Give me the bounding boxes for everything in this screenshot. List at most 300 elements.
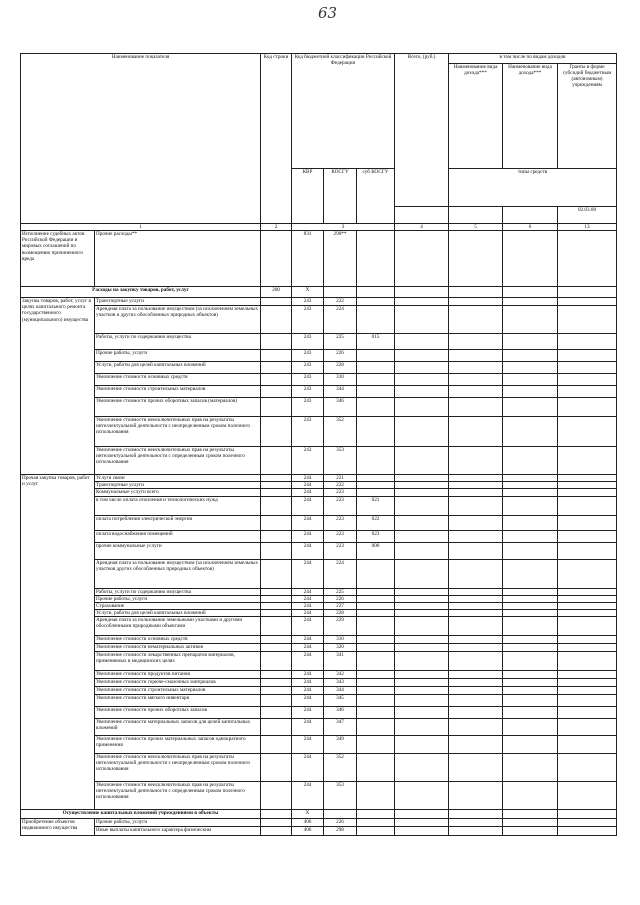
row-kosgu: 223 [324, 515, 357, 530]
row-value [503, 350, 558, 362]
row-value [558, 559, 617, 588]
table-row [21, 542, 617, 559]
row-value [449, 398, 503, 417]
row-code [261, 482, 292, 489]
section-row [21, 287, 617, 298]
row-kosgu: 226 [324, 819, 357, 827]
row-kvr: 243 [292, 362, 324, 374]
header-grants: Гранты в форме субсидий бюджетным (автономным) учреждениям [558, 64, 617, 169]
table-row [21, 736, 617, 754]
table-row [21, 482, 617, 489]
row-value [449, 652, 503, 671]
row-value [558, 679, 617, 687]
row-value [503, 827, 558, 836]
row-value [449, 374, 503, 386]
section-row [21, 810, 617, 819]
row-value [558, 636, 617, 644]
row-code [261, 754, 292, 782]
row-value [558, 306, 617, 334]
row-kvr: 244 [292, 559, 324, 588]
header-funds-code: 02.03.00 [558, 207, 617, 224]
header-including: в том числе по видам доходов [449, 54, 617, 64]
row-code [261, 447, 292, 475]
row-code [261, 617, 292, 636]
row-kosgu: 224 [324, 306, 357, 334]
group-label: Исполнение судебных актов Российской Федерации и мировых соглашений по возмещению причиненного вреда [21, 231, 95, 287]
row-value [558, 496, 617, 515]
row-value [503, 609, 558, 616]
row-value [395, 782, 449, 810]
row-name: Увеличение стоимости неисключительных прав на результаты интеллектуальной деятельности с определенным сроком полезного использования [95, 447, 261, 475]
row-value [449, 636, 503, 644]
row-value [503, 542, 558, 559]
row-kosgu: 320 [324, 644, 357, 652]
row-code [261, 306, 292, 334]
row-sub-kosgu [357, 475, 395, 482]
row-value [558, 588, 617, 595]
row-kosgu: 346 [324, 398, 357, 417]
row-sub-kosgu [357, 559, 395, 588]
row-value [503, 644, 558, 652]
row-sub-kosgu [357, 679, 395, 687]
table-row [21, 588, 617, 595]
row-name: Прочие работы, услуги [95, 819, 261, 827]
row-kosgu: 226 [324, 595, 357, 602]
row-value [558, 374, 617, 386]
row-value [395, 417, 449, 447]
row-name: Услуги, работы для целей капитальных вложений [95, 362, 261, 374]
row-value [503, 819, 558, 827]
row-code [261, 334, 292, 350]
row-name: Арендная плата за пользование земельными участками и другими обособленными природными объектами [95, 617, 261, 636]
row-kvr: 243 [292, 334, 324, 350]
row-value [395, 687, 449, 695]
row-value [503, 386, 558, 398]
header-income-type-1: Наименование вида дохода*** [449, 64, 503, 169]
row-value [395, 374, 449, 386]
row-value [395, 398, 449, 417]
row-kosgu: 228 [324, 609, 357, 616]
row-value [503, 636, 558, 644]
row-value [503, 810, 558, 819]
row-value [558, 515, 617, 530]
row-value [395, 736, 449, 754]
row-code [261, 588, 292, 595]
row-kosgu: 223 [324, 530, 357, 542]
row-value [395, 602, 449, 609]
row-value [449, 695, 503, 707]
row-kosgu: 353 [324, 447, 357, 475]
row-value [503, 475, 558, 482]
row-kosgu: 290** [324, 231, 357, 287]
row-code [261, 386, 292, 398]
row-name: Услуги, работы для целей капитальных вложений [95, 609, 261, 616]
table-row [21, 819, 617, 827]
row-kvr: 244 [292, 496, 324, 515]
row-value [503, 496, 558, 515]
row-value [449, 559, 503, 588]
row-value [503, 298, 558, 306]
table-row [21, 386, 617, 398]
row-value [449, 671, 503, 679]
row-name: Работы, услуги по содержанию имущества [95, 334, 261, 350]
row-kvr: 244 [292, 695, 324, 707]
row-kvr: 243 [292, 350, 324, 362]
row-sub-kosgu [357, 671, 395, 679]
row-kvr: 244 [292, 782, 324, 810]
row-value [558, 398, 617, 417]
row-code [261, 398, 292, 417]
row-sub-kosgu [357, 417, 395, 447]
row-name: Транспортные услуги [95, 298, 261, 306]
row-value [503, 334, 558, 350]
row-value [503, 559, 558, 588]
row-kvr: 244 [292, 602, 324, 609]
table-row [21, 489, 617, 496]
row-sub-kosgu: 022 [357, 515, 395, 530]
table-row [21, 362, 617, 374]
row-kvr: 406 [292, 819, 324, 827]
table-row [21, 679, 617, 687]
row-value [395, 754, 449, 782]
row-sub-kosgu: 000 [357, 542, 395, 559]
row-name: Работы, услуги по содержанию имущества [95, 588, 261, 595]
row-kvr: 244 [292, 679, 324, 687]
header-sub-kosgu: суб КОСГУ [357, 169, 395, 224]
row-value [503, 482, 558, 489]
row-kvr: 244 [292, 482, 324, 489]
row-value [558, 475, 617, 482]
col-num: 5 [449, 224, 503, 231]
row-kosgu: 342 [324, 671, 357, 679]
row-sub-kosgu [357, 447, 395, 475]
row-kvr: 244 [292, 636, 324, 644]
row-value [503, 595, 558, 602]
table-row [21, 695, 617, 707]
table-row [21, 475, 617, 482]
col-num: 3 [292, 224, 395, 231]
row-sub-kosgu [357, 819, 395, 827]
table-row [21, 617, 617, 636]
row-value [558, 782, 617, 810]
row-kvr: 243 [292, 374, 324, 386]
row-value [503, 671, 558, 679]
table-row [21, 671, 617, 679]
row-value [449, 447, 503, 475]
row-value [395, 827, 449, 836]
row-value [449, 530, 503, 542]
row-value [357, 810, 395, 819]
row-code [261, 652, 292, 671]
row-value [449, 754, 503, 782]
table-row [21, 350, 617, 362]
row-name: Страхование [95, 602, 261, 609]
row-value [449, 542, 503, 559]
row-value [395, 636, 449, 644]
row-value [395, 559, 449, 588]
row-value [449, 736, 503, 754]
row-value [449, 687, 503, 695]
row-value [558, 542, 617, 559]
row-kosgu: 344 [324, 687, 357, 695]
row-kosgu: 227 [324, 602, 357, 609]
row-sub-kosgu [357, 595, 395, 602]
row-value [558, 754, 617, 782]
table-row [21, 447, 617, 475]
row-sub-kosgu [357, 695, 395, 707]
section-label: Осуществление капитальных вложений учреждениями в объекты [21, 810, 261, 819]
row-code [261, 719, 292, 736]
row-sub-kosgu [357, 362, 395, 374]
row-name: оплата водоснабжения помещений [95, 530, 261, 542]
row-value [558, 687, 617, 695]
row-code [261, 602, 292, 609]
row-kosgu: 352 [324, 754, 357, 782]
row-value [503, 489, 558, 496]
row-value [449, 782, 503, 810]
row-value [395, 447, 449, 475]
row-value [558, 671, 617, 679]
section-code: 200 [261, 287, 292, 298]
row-sub-kosgu [357, 602, 395, 609]
row-value [558, 602, 617, 609]
table-row [21, 496, 617, 515]
row-value [449, 588, 503, 595]
row-value [558, 334, 617, 350]
section-label: Расходы на закупку товаров, работ, услуг [21, 287, 261, 298]
section-code [261, 810, 292, 819]
row-value [395, 819, 449, 827]
row-sub-kosgu [357, 374, 395, 386]
row-kvr: 244 [292, 609, 324, 616]
header-funds-types: типы средств [449, 169, 617, 207]
header-funds-blank-2 [503, 207, 558, 224]
row-code [261, 559, 292, 588]
row-value [395, 707, 449, 719]
row-name: Увеличение стоимости лекарственных препаратов материалов, применяемых в медицинских целях [95, 652, 261, 671]
row-value [449, 602, 503, 609]
row-value [395, 496, 449, 515]
row-name: Увеличение стоимости нематериальных активов [95, 644, 261, 652]
row-kosgu: 345 [324, 695, 357, 707]
row-code [261, 374, 292, 386]
row-value [449, 386, 503, 398]
row-value [558, 819, 617, 827]
row-value [395, 482, 449, 489]
row-kvr: 244 [292, 542, 324, 559]
row-value [558, 695, 617, 707]
header-income-type-2: Наименование вида дохода*** [503, 64, 558, 169]
row-value [395, 298, 449, 306]
row-value [449, 475, 503, 482]
row-code [261, 695, 292, 707]
row-kvr: 243 [292, 306, 324, 334]
row-kvr: 244 [292, 530, 324, 542]
row-value [449, 819, 503, 827]
row-value [503, 754, 558, 782]
row-value [395, 362, 449, 374]
group-label: Прочая закупка товаров, работ и услуг [21, 475, 95, 810]
row-value [449, 298, 503, 306]
row-value [395, 719, 449, 736]
col-num: 2 [261, 224, 292, 231]
table-row [21, 374, 617, 386]
row-name: Увеличение стоимости основных средств [95, 636, 261, 644]
row-value [503, 782, 558, 810]
row-value [449, 827, 503, 836]
table-row [21, 298, 617, 306]
row-value [558, 827, 617, 836]
row-value [558, 298, 617, 306]
row-value [503, 719, 558, 736]
table-row [21, 609, 617, 616]
row-value [395, 609, 449, 616]
row-value [324, 810, 357, 819]
row-sub-kosgu [357, 298, 395, 306]
row-kvr: 243 [292, 417, 324, 447]
row-code [261, 496, 292, 515]
row-value [395, 306, 449, 334]
header-row-code: Код строки [261, 54, 292, 224]
row-value [395, 350, 449, 362]
row-kvr: 831 [292, 231, 324, 287]
row-kosgu: 222 [324, 482, 357, 489]
table-row [21, 515, 617, 530]
table-row [21, 530, 617, 542]
row-kvr: 243 [292, 447, 324, 475]
row-sub-kosgu [357, 736, 395, 754]
row-kosgu: 344 [324, 386, 357, 398]
row-code [261, 542, 292, 559]
row-kosgu: 222 [324, 298, 357, 306]
row-kosgu: 298 [324, 827, 357, 836]
row-code [261, 489, 292, 496]
table-row [21, 827, 617, 836]
row-code [261, 679, 292, 687]
row-kosgu: 352 [324, 417, 357, 447]
row-sub-kosgu [357, 617, 395, 636]
row-name: Увеличение стоимости прочих материальных запасов однократного применения [95, 736, 261, 754]
row-sub-kosgu [357, 687, 395, 695]
row-name: Увеличение стоимости основных средств [95, 374, 261, 386]
table-row [21, 595, 617, 602]
row-name: Увеличение стоимости материальных запасов для целей капитальных вложений [95, 719, 261, 736]
row-value [558, 362, 617, 374]
group-label: Закупка товаров, работ, услуг в целях капитального ремонта государственного (муниципального) имущества [21, 298, 95, 475]
row-code [261, 782, 292, 810]
row-value [558, 350, 617, 362]
row-code [261, 515, 292, 530]
row-kosgu: 223 [324, 542, 357, 559]
row-value [558, 644, 617, 652]
row-value [503, 588, 558, 595]
row-name: Увеличение стоимости мягкого инвентаря [95, 695, 261, 707]
row-value [503, 398, 558, 417]
table-row [21, 398, 617, 417]
row-value [395, 588, 449, 595]
row-sub-kosgu [357, 489, 395, 496]
row-kvr: 244 [292, 707, 324, 719]
row-value [503, 679, 558, 687]
row-value [503, 736, 558, 754]
row-kvr: 244 [292, 595, 324, 602]
row-kosgu: 353 [324, 782, 357, 810]
header-indicator: Наименование показателя [21, 54, 261, 224]
row-sub-kosgu: 021 [357, 496, 395, 515]
row-sub-kosgu [357, 652, 395, 671]
row-value [395, 679, 449, 687]
row-kosgu: 347 [324, 719, 357, 736]
row-name: Коммунальные услуги всего [95, 489, 261, 496]
row-kvr: 244 [292, 588, 324, 595]
row-kosgu: 225 [324, 334, 357, 350]
col-num: 13 [558, 224, 617, 231]
table-row [21, 417, 617, 447]
row-kvr: 244 [292, 489, 324, 496]
row-value [395, 475, 449, 482]
row-code [261, 687, 292, 695]
row-sub-kosgu [357, 707, 395, 719]
row-name: Транспортные услуги [95, 482, 261, 489]
row-value [449, 515, 503, 530]
row-value [503, 602, 558, 609]
row-code [261, 530, 292, 542]
row-value [558, 719, 617, 736]
row-code [261, 819, 292, 827]
row-kosgu: 310 [324, 374, 357, 386]
row-kosgu: 310 [324, 636, 357, 644]
row-value [503, 515, 558, 530]
col-num: 1 [21, 224, 261, 231]
row-name: Арендная плата за пользование имуществом (за исключением земельных участков других обособленных природных объектов) [95, 559, 261, 588]
row-code [261, 417, 292, 447]
row-name: прочие коммунальные услуги [95, 542, 261, 559]
table-row [21, 636, 617, 644]
row-code [261, 671, 292, 679]
row-value [558, 652, 617, 671]
row-value [503, 707, 558, 719]
row-sub-kosgu [357, 609, 395, 616]
row-value [503, 687, 558, 695]
row-value [395, 489, 449, 496]
table-row [21, 652, 617, 671]
row-sub-kosgu [357, 350, 395, 362]
table-row [21, 687, 617, 695]
row-value [395, 810, 449, 819]
row-name: Увеличение стоимости горюче-смазочных материалов [95, 679, 261, 687]
header-kosgu: КОСГУ [324, 169, 357, 224]
row-code [261, 707, 292, 719]
table-row [21, 754, 617, 782]
row-value [558, 736, 617, 754]
row-value [558, 530, 617, 542]
page-number: 63 [318, 4, 338, 22]
header-funds-blank-1 [449, 207, 503, 224]
row-kvr: 244 [292, 687, 324, 695]
table-row [21, 719, 617, 736]
column-numbers-row [21, 224, 617, 231]
row-code [261, 475, 292, 482]
row-code [261, 736, 292, 754]
row-name: Увеличение стоимости строительных материалов [95, 687, 261, 695]
table-row [21, 602, 617, 609]
row-kosgu: 341 [324, 652, 357, 671]
row-kosgu: 223 [324, 496, 357, 515]
row-kvr: 244 [292, 652, 324, 671]
row-value [558, 609, 617, 616]
row-value [395, 652, 449, 671]
row-name: Услуги связи [95, 475, 261, 482]
